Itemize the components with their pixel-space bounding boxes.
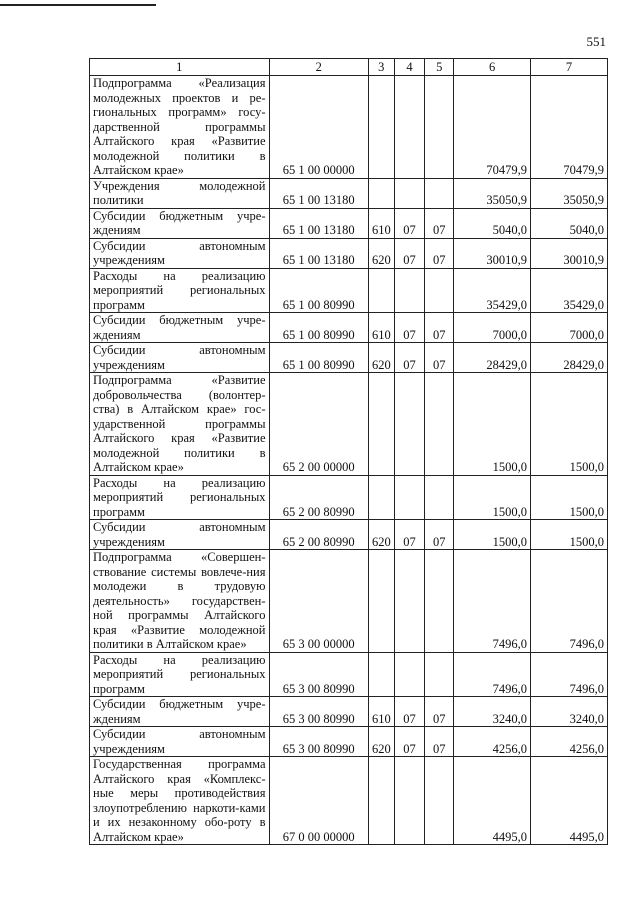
row-col4 [394, 178, 425, 208]
row-col5 [425, 475, 454, 520]
row-value-6: 5040,0 [454, 208, 531, 238]
table-row [90, 697, 608, 727]
column-header: 6 [454, 59, 531, 76]
row-col3 [368, 76, 394, 179]
row-value-7: 7496,0 [531, 550, 608, 653]
row-name: Расходы на реализацию мероприятий региональных программ [90, 268, 270, 313]
row-col5 [425, 178, 454, 208]
row-value-6: 30010,9 [454, 238, 531, 268]
row-code: 65 3 00 80990 [269, 652, 368, 697]
column-header: 7 [531, 59, 608, 76]
row-name: Подпрограмма «Совершен-ствование системы вовлече-ния молодежи в трудовую деятельность» государствен-ной программы Алтайского края «Развитие молодежной политики в Алтайском крае» [90, 550, 270, 653]
row-name: Учреждения молодежной политики [90, 178, 270, 208]
row-col3: 620 [368, 520, 394, 550]
table-row [90, 520, 608, 550]
row-code: 65 2 00 00000 [269, 373, 368, 476]
row-col5 [425, 757, 454, 845]
row-name: Субсидии автономным учреждениям [90, 238, 270, 268]
row-col5: 07 [425, 343, 454, 373]
row-col5: 07 [425, 238, 454, 268]
row-col3 [368, 178, 394, 208]
row-col4: 07 [394, 697, 425, 727]
row-code: 65 1 00 13180 [269, 178, 368, 208]
row-col4: 07 [394, 208, 425, 238]
row-code: 65 1 00 13180 [269, 208, 368, 238]
row-value-6: 1500,0 [454, 373, 531, 476]
row-value-6: 7496,0 [454, 550, 531, 653]
row-value-6: 7496,0 [454, 652, 531, 697]
row-value-7: 35429,0 [531, 268, 608, 313]
row-col4 [394, 76, 425, 179]
row-col4 [394, 652, 425, 697]
row-value-7: 4495,0 [531, 757, 608, 845]
row-name: Субсидии бюджетным учре-ждениям [90, 697, 270, 727]
row-code: 65 1 00 80990 [269, 313, 368, 343]
row-value-6: 4495,0 [454, 757, 531, 845]
table-row [90, 76, 608, 179]
table-row [90, 373, 608, 476]
row-value-7: 5040,0 [531, 208, 608, 238]
row-col3: 610 [368, 313, 394, 343]
row-col5: 07 [425, 727, 454, 757]
table-row [90, 313, 608, 343]
table-row [90, 757, 608, 845]
row-name: Субсидии автономным учреждениям [90, 520, 270, 550]
row-code: 65 3 00 80990 [269, 697, 368, 727]
row-col3: 610 [368, 208, 394, 238]
row-value-7: 28429,0 [531, 343, 608, 373]
table-row [90, 178, 608, 208]
top-rule [0, 4, 156, 6]
table-row [90, 727, 608, 757]
column-header: 2 [269, 59, 368, 76]
row-value-7: 1500,0 [531, 475, 608, 520]
row-col5 [425, 76, 454, 179]
row-col3: 620 [368, 343, 394, 373]
row-name: Расходы на реализацию мероприятий региональных программ [90, 652, 270, 697]
row-name: Субсидии автономным учреждениям [90, 343, 270, 373]
table-row [90, 475, 608, 520]
row-code: 65 2 00 80990 [269, 475, 368, 520]
row-col5 [425, 652, 454, 697]
table-row [90, 238, 608, 268]
row-value-6: 70479,9 [454, 76, 531, 179]
row-code: 65 1 00 80990 [269, 343, 368, 373]
row-col5 [425, 550, 454, 653]
row-code: 65 2 00 80990 [269, 520, 368, 550]
row-value-7: 4256,0 [531, 727, 608, 757]
row-value-7: 35050,9 [531, 178, 608, 208]
row-col5: 07 [425, 208, 454, 238]
row-name: Государственная программа Алтайского края «Комплекс-ные меры противодействия злоупотреблению наркоти-ками и их незаконному обо-роту в Алтайском крае» [90, 757, 270, 845]
row-col3 [368, 652, 394, 697]
header-row [90, 59, 608, 76]
row-col4: 07 [394, 343, 425, 373]
row-value-6: 28429,0 [454, 343, 531, 373]
row-name: Субсидии автономным учреждениям [90, 727, 270, 757]
budget-table [89, 58, 608, 845]
row-col4 [394, 757, 425, 845]
row-col3: 610 [368, 697, 394, 727]
column-header: 3 [368, 59, 394, 76]
row-name: Субсидии бюджетным учре-ждениям [90, 313, 270, 343]
table-row [90, 343, 608, 373]
row-code: 65 3 00 00000 [269, 550, 368, 653]
row-code: 65 1 00 13180 [269, 238, 368, 268]
row-col4: 07 [394, 520, 425, 550]
row-code: 65 1 00 80990 [269, 268, 368, 313]
row-col3: 620 [368, 727, 394, 757]
row-col4 [394, 475, 425, 520]
column-header: 5 [425, 59, 454, 76]
row-value-7: 3240,0 [531, 697, 608, 727]
page-number: 551 [586, 34, 606, 49]
row-col4: 07 [394, 313, 425, 343]
row-value-6: 1500,0 [454, 475, 531, 520]
table-row [90, 550, 608, 653]
column-header: 4 [394, 59, 425, 76]
row-code: 67 0 00 00000 [269, 757, 368, 845]
column-header: 1 [90, 59, 270, 76]
row-name: Подпрограмма «Реализация молодежных проектов и ре-гиональных программ» госу-дарственной программы Алтайского края «Развитие молодежной политики в Алтайском крае» [90, 76, 270, 179]
row-col4: 07 [394, 727, 425, 757]
row-name: Расходы на реализацию мероприятий региональных программ [90, 475, 270, 520]
table-row [90, 268, 608, 313]
row-col5 [425, 373, 454, 476]
row-col4 [394, 268, 425, 313]
row-name: Подпрограмма «Развитие добровольчества (волонтер-ства) в Алтайском крае» гос-ударственной программы Алтайского края «Развитие молодежной политики в Алтайском крае» [90, 373, 270, 476]
row-value-7: 1500,0 [531, 520, 608, 550]
row-value-6: 7000,0 [454, 313, 531, 343]
row-col5: 07 [425, 520, 454, 550]
row-value-6: 35050,9 [454, 178, 531, 208]
row-value-6: 3240,0 [454, 697, 531, 727]
row-value-7: 70479,9 [531, 76, 608, 179]
row-value-7: 30010,9 [531, 238, 608, 268]
row-value-7: 7496,0 [531, 652, 608, 697]
row-value-7: 1500,0 [531, 373, 608, 476]
row-col3 [368, 757, 394, 845]
row-col4 [394, 550, 425, 653]
row-col4: 07 [394, 238, 425, 268]
row-value-6: 4256,0 [454, 727, 531, 757]
row-value-6: 1500,0 [454, 520, 531, 550]
row-col3 [368, 373, 394, 476]
row-col5 [425, 268, 454, 313]
row-code: 65 3 00 80990 [269, 727, 368, 757]
row-col3 [368, 550, 394, 653]
row-col3 [368, 268, 394, 313]
row-code: 65 1 00 00000 [269, 76, 368, 179]
row-col5: 07 [425, 313, 454, 343]
table-row [90, 652, 608, 697]
row-value-6: 35429,0 [454, 268, 531, 313]
table-row [90, 208, 608, 238]
row-col4 [394, 373, 425, 476]
row-col3: 620 [368, 238, 394, 268]
row-col3 [368, 475, 394, 520]
row-name: Субсидии бюджетным учре-ждениям [90, 208, 270, 238]
row-col5: 07 [425, 697, 454, 727]
row-value-7: 7000,0 [531, 313, 608, 343]
